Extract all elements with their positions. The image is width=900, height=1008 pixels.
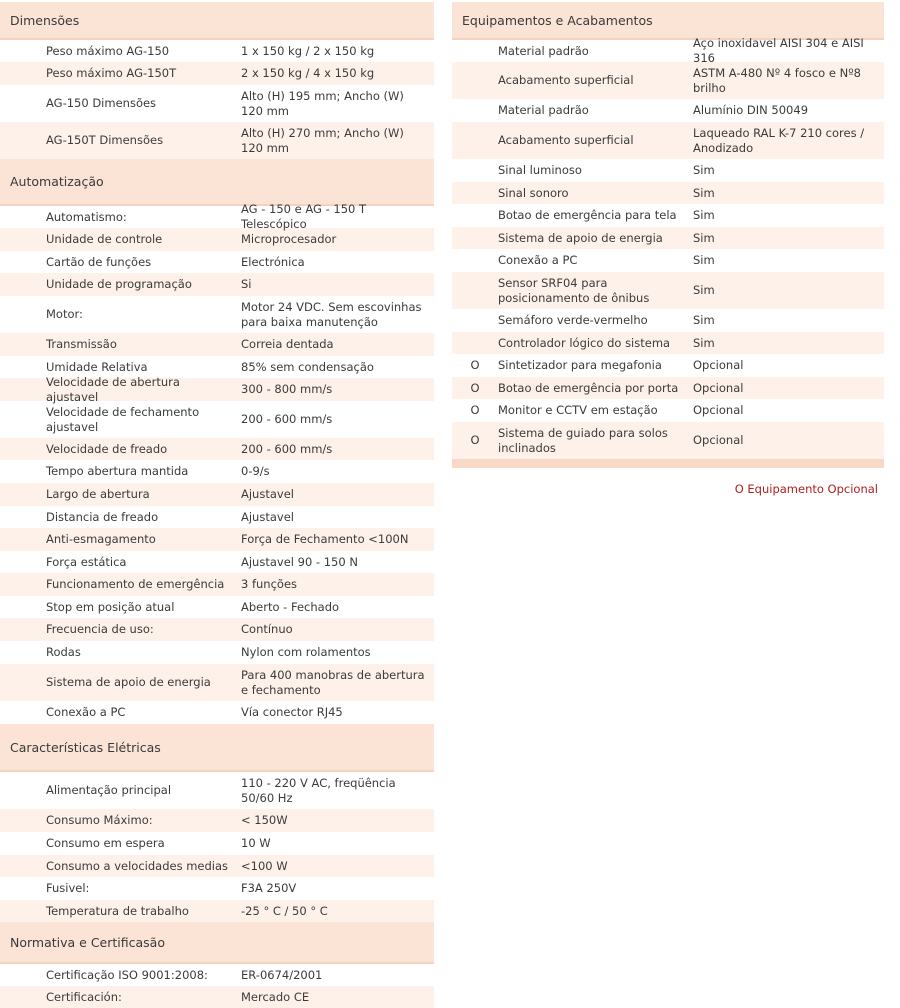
equipment-value: Sim — [693, 253, 715, 267]
spec-label: Anti-esmagamento — [46, 532, 156, 546]
equipment-label: Sistema de guiado para solos inclinados — [498, 425, 668, 455]
spec-row — [0, 964, 434, 986]
spec-label: AG-150 Dimensões — [46, 96, 157, 110]
equipment-value: Opcional — [693, 433, 744, 447]
spec-label: AG-150T Dimensões — [46, 133, 164, 147]
spec-row — [0, 664, 434, 701]
spec-row — [0, 483, 434, 506]
equipment-row — [452, 422, 884, 459]
equipment-label: Monitor e CCTV em estação — [498, 403, 658, 417]
spec-label: Cartão de funções — [46, 254, 152, 269]
spec-value: Força de Fechamento <100N — [241, 532, 409, 546]
equipment-row — [452, 159, 884, 182]
equipment-value: Aço inoxidavel AISI 304 e AISI 316 — [693, 36, 864, 65]
spec-value: 3 funções — [241, 577, 298, 591]
spec-row — [0, 401, 434, 438]
spec-label: Automatismo: — [46, 209, 127, 224]
equipment-row — [452, 377, 884, 399]
spec-label: Temperatura de trabalho — [46, 903, 189, 918]
equipment-label: Acabamento superficial — [498, 133, 634, 147]
optional-mark: O — [470, 403, 480, 417]
spec-row — [0, 596, 434, 618]
spec-label: Fusivel: — [46, 881, 90, 895]
spec-value: 10 W — [241, 836, 271, 850]
section-caracteristicas-eletricas — [0, 724, 434, 922]
equipment-row — [452, 122, 884, 159]
equipment-row — [452, 399, 884, 422]
equipment-label: Material padrão — [498, 103, 589, 117]
spec-value: 2 x 150 kg / 4 x 150 kg — [241, 66, 375, 80]
spec-row — [0, 855, 434, 877]
spec-row — [0, 62, 434, 85]
equipment-value: Sim — [693, 208, 715, 222]
equipment-value: Sim — [693, 185, 715, 200]
equipment-label: Botao de emergência por porta — [498, 380, 679, 395]
equipment-value: ASTM A-480 Nº 4 fosco e Nº8 brilho — [693, 65, 861, 95]
equipment-row — [452, 227, 884, 249]
spec-label: Stop em posição atual — [46, 599, 175, 614]
spec-value: Mercado CE — [241, 989, 310, 1004]
spec-label: Consumo em espera — [46, 836, 165, 850]
spec-label: Velocidade de freado — [46, 441, 168, 456]
spec-row — [0, 460, 434, 483]
spec-label: Conexão a PC — [46, 705, 126, 719]
equipment-row — [452, 62, 884, 99]
section-title: Características Elétricas — [0, 724, 434, 772]
spec-row — [0, 333, 434, 356]
spec-value: Correia dentada — [241, 337, 334, 351]
spec-value: Vía conector RJ45 — [241, 705, 343, 719]
spec-row — [0, 122, 434, 159]
spec-label: Certificação ISO 9001:2008: — [46, 967, 208, 982]
equipment-value: Sim — [693, 283, 715, 297]
spec-label: Força estática — [46, 554, 127, 569]
spec-value: Contínuo — [241, 622, 293, 636]
spec-row — [0, 618, 434, 641]
spec-value: Electrónica — [241, 254, 305, 269]
spec-value: Nylon com rolamentos — [241, 645, 371, 659]
equipment-value: Opcional — [693, 403, 744, 417]
equipment-value: Opcional — [693, 380, 744, 395]
section-dimensoes — [0, 2, 434, 159]
spec-value: 200 - 600 mm/s — [241, 441, 333, 456]
spec-value: ER-0674/2001 — [241, 967, 323, 982]
spec-value: 110 - 220 V AC, freqüência 50/60 Hz — [241, 775, 396, 805]
spec-row — [0, 40, 434, 62]
spec-row — [0, 986, 434, 1008]
section-footer-bar — [452, 459, 884, 468]
spec-label: Certificación: — [46, 989, 122, 1004]
equipment-row — [452, 309, 884, 332]
equipment-value: Opcional — [693, 358, 744, 372]
spec-row — [0, 273, 434, 296]
equipment-value: Laqueado RAL K-7 210 cores / Anodizado — [693, 125, 865, 155]
spec-label: Motor: — [46, 307, 83, 321]
spec-value: Ajustavel 90 - 150 N — [241, 554, 358, 569]
spec-value: F3A 250V — [241, 881, 297, 895]
equipment-label: Controlador lógico do sistema — [498, 335, 671, 350]
equipment-value: Sim — [693, 163, 715, 177]
equipment-value: Sim — [693, 230, 715, 245]
spec-value: 200 - 600 mm/s — [241, 412, 333, 426]
equipment-label: Sinal luminoso — [498, 163, 582, 177]
equipment-value: Alumínio DIN 50049 — [693, 103, 809, 117]
equipment-label: Sensor SRF04 para posicionamento de ônibus — [498, 275, 650, 305]
spec-label: Consumo a velocidades medias — [46, 858, 229, 873]
spec-value: Si — [241, 277, 252, 291]
section-title: Dimensões — [0, 2, 434, 40]
spec-label: Funcionamento de emergência — [46, 577, 225, 591]
spec-row — [0, 832, 434, 855]
equipment-row — [452, 36, 884, 65]
equipment-row — [452, 182, 884, 204]
spec-label: Largo de abertura — [46, 487, 150, 501]
spec-row — [0, 528, 434, 551]
spec-row — [0, 641, 434, 664]
spec-row — [0, 701, 434, 724]
equipment-label: Acabamento superficial — [498, 73, 634, 87]
spec-row — [0, 85, 434, 122]
spec-value: 300 - 800 mm/s — [241, 382, 333, 396]
spec-value: 0-9/s — [241, 464, 270, 478]
equipment-row — [452, 249, 884, 272]
spec-row — [0, 374, 434, 404]
section-automatizacao — [0, 159, 434, 724]
spec-row — [0, 251, 434, 273]
section-title: Normativa e Certificasão — [0, 922, 434, 964]
spec-value: Para 400 manobras de abertura e fechamento — [241, 667, 425, 697]
spec-label: Unidade de programação — [46, 277, 192, 291]
equipment-label: Sinal sonoro — [498, 185, 569, 200]
spec-label: Umidade Relativa — [46, 359, 148, 374]
spec-label: Consumo Máximo: — [46, 813, 153, 827]
spec-label: Frecuencia de uso: — [46, 622, 154, 636]
spec-label: Transmissão — [46, 337, 117, 351]
spec-value: AG - 150 e AG - 150 T Telescópico — [241, 202, 367, 231]
spec-value: 85% sem condensação — [241, 359, 374, 374]
spec-row — [0, 551, 434, 573]
equipment-row — [452, 272, 884, 309]
spec-label: Peso máximo AG-150T — [46, 66, 177, 80]
spec-value: Aberto - Fechado — [241, 599, 340, 614]
left-column — [0, 2, 434, 1008]
spec-row — [0, 438, 434, 460]
equipment-label: Semáforo verde-vermelho — [498, 313, 648, 327]
spec-value: Ajustavel — [241, 509, 294, 524]
equipment-label: Botao de emergência para tela — [498, 208, 677, 222]
spec-label: Alimentação principal — [46, 783, 172, 797]
spec-label: Rodas — [46, 645, 81, 659]
right-column — [452, 2, 884, 468]
section-normativa — [0, 922, 434, 1008]
spec-label: Sistema de apoio de energia — [46, 675, 211, 689]
spec-label: Velocidade de abertura ajustavel — [46, 374, 180, 404]
equipment-value: Sim — [693, 313, 715, 327]
optional-equipment-note: O Equipamento Opcional — [734, 482, 878, 496]
spec-label: Velocidade de fechamento ajustavel — [46, 404, 200, 434]
spec-row — [0, 900, 434, 922]
spec-label: Peso máximo AG-150 — [46, 43, 170, 58]
optional-mark: O — [470, 380, 480, 395]
spec-value: Alto (H) 195 mm; Ancho (W) 120 mm — [241, 88, 404, 118]
spec-value: <100 W — [241, 858, 288, 873]
spec-row — [0, 809, 434, 832]
spec-row — [0, 296, 434, 333]
spec-row — [0, 573, 434, 596]
equipment-label: Sintetizador para megafonia — [498, 358, 662, 372]
equipment-value: Sim — [693, 335, 715, 350]
spec-value: < 150W — [241, 813, 288, 827]
equipment-row — [452, 99, 884, 122]
spec-value: Ajustavel — [241, 487, 294, 501]
spec-row — [0, 772, 434, 809]
spec-value: 1 x 150 kg / 2 x 150 kg — [241, 43, 375, 58]
equipment-row — [452, 204, 884, 227]
spec-value: Alto (H) 270 mm; Ancho (W) 120 mm — [241, 125, 404, 155]
spec-value: Microprocesador — [241, 232, 337, 246]
spec-row — [0, 506, 434, 528]
spec-value: -25 ° C / 50 ° C — [241, 903, 328, 918]
equipment-row — [452, 332, 884, 354]
optional-mark: O — [470, 358, 480, 372]
spec-label: Unidade de controle — [46, 232, 163, 246]
section-title: Equipamentos e Acabamentos — [452, 2, 884, 40]
spec-value: Motor 24 VDC. Sem escovinhas para baixa manutenção — [241, 299, 422, 329]
spec-label: Distancia de freado — [46, 509, 159, 524]
equipment-label: Sistema de apoio de energia — [498, 230, 663, 245]
equipment-row — [452, 354, 884, 377]
optional-mark: O — [470, 433, 480, 447]
spec-label: Tempo abertura mantida — [46, 464, 189, 478]
spec-row — [0, 877, 434, 900]
section-title: Automatização — [0, 159, 434, 206]
section-equipamentos — [452, 2, 884, 468]
equipment-label: Material padrão — [498, 43, 589, 58]
spec-row — [0, 202, 434, 231]
equipment-label: Conexão a PC — [498, 253, 578, 267]
spec-row — [0, 228, 434, 251]
